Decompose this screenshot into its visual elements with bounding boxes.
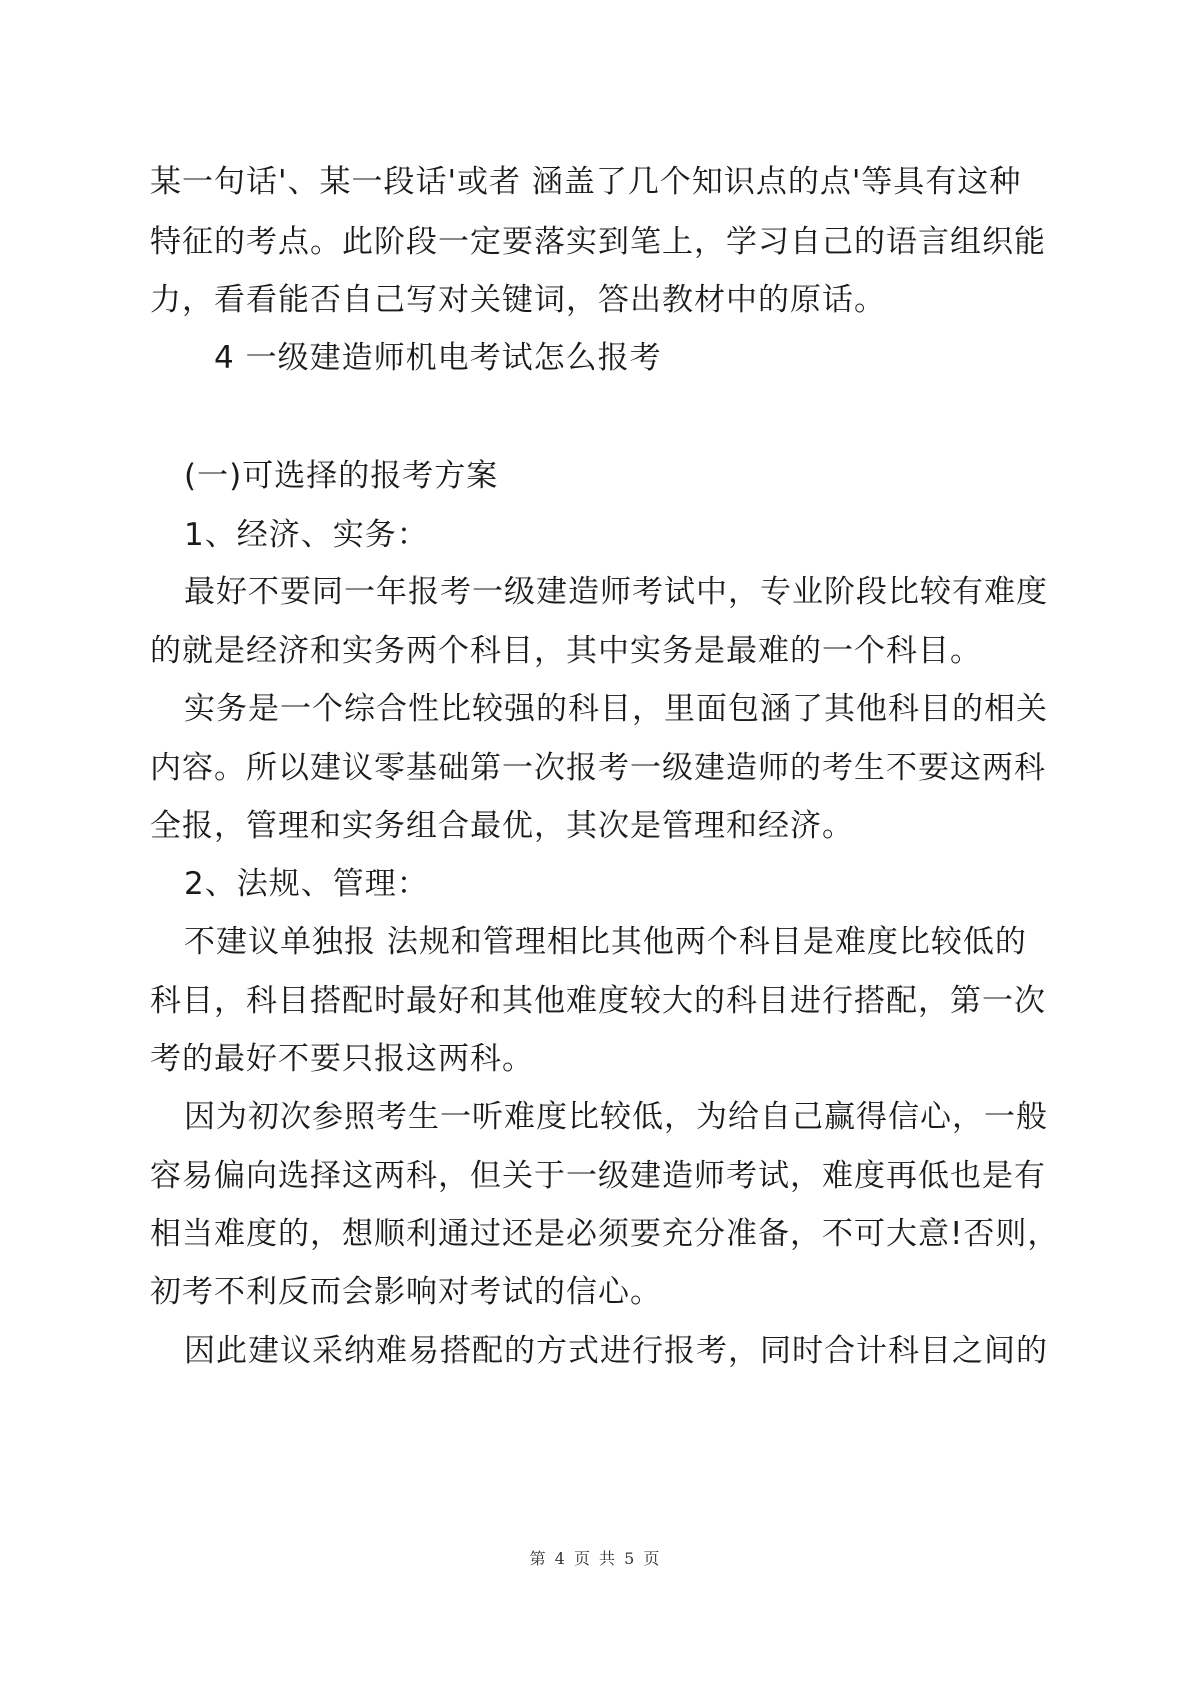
list-heading: 2、法规、管理：	[184, 866, 429, 902]
page-number: 第 4 页 共 5 页	[529, 1549, 662, 1568]
text-line: 最好不要同一年报考一级建造师考试中，专业阶段比较有难度	[184, 574, 1048, 610]
section-heading: 4 一级建造师机电考试怎么报考	[214, 340, 662, 376]
text-line: 特征的考点。此阶段一定要落实到笔上，学习自己的语言组织能	[150, 224, 1046, 260]
list-heading: 1、经济、实务：	[184, 517, 429, 553]
subsection-heading: (一)可选择的报考方案	[184, 458, 499, 494]
text-line: 容易偏向选择这两科，但关于一级建造师考试，难度再低也是有	[150, 1158, 1046, 1194]
text-line: 因为初次参照考生一听难度比较低，为给自己赢得信心，一般	[184, 1099, 1048, 1135]
text-line: 初考不利反而会影响对考试的信心。	[150, 1274, 662, 1310]
text-line: 实务是一个综合性比较强的科目，里面包涵了其他科目的相关	[184, 691, 1048, 727]
text-line: 某一句话'、某一段话'或者 涵盖了几个知识点的点'等具有这种	[150, 164, 1022, 200]
text-line: 相当难度的，想顺利通过还是必须要充分准备，不可大意!否则，	[150, 1216, 1060, 1252]
text-line: 科目，科目搭配时最好和其他难度较大的科目进行搭配，第一次	[150, 983, 1046, 1019]
text-line: 全报，管理和实务组合最优，其次是管理和经济。	[150, 808, 854, 844]
text-line: 因此建议采纳难易搭配的方式进行报考，同时合计科目之间的	[184, 1333, 1048, 1369]
text-line: 力，看看能否自己写对关键词，答出教材中的原话。	[150, 282, 886, 318]
text-line: 内容。所以建议零基础第一次报考一级建造师的考生不要这两科	[150, 750, 1046, 786]
text-line: 不建议单独报 法规和管理相比其他两个科目是难度比较低的	[184, 924, 1027, 960]
text-line: 的就是经济和实务两个科目，其中实务是最难的一个科目。	[150, 633, 982, 669]
text-line: 考的最好不要只报这两科。	[150, 1041, 534, 1077]
